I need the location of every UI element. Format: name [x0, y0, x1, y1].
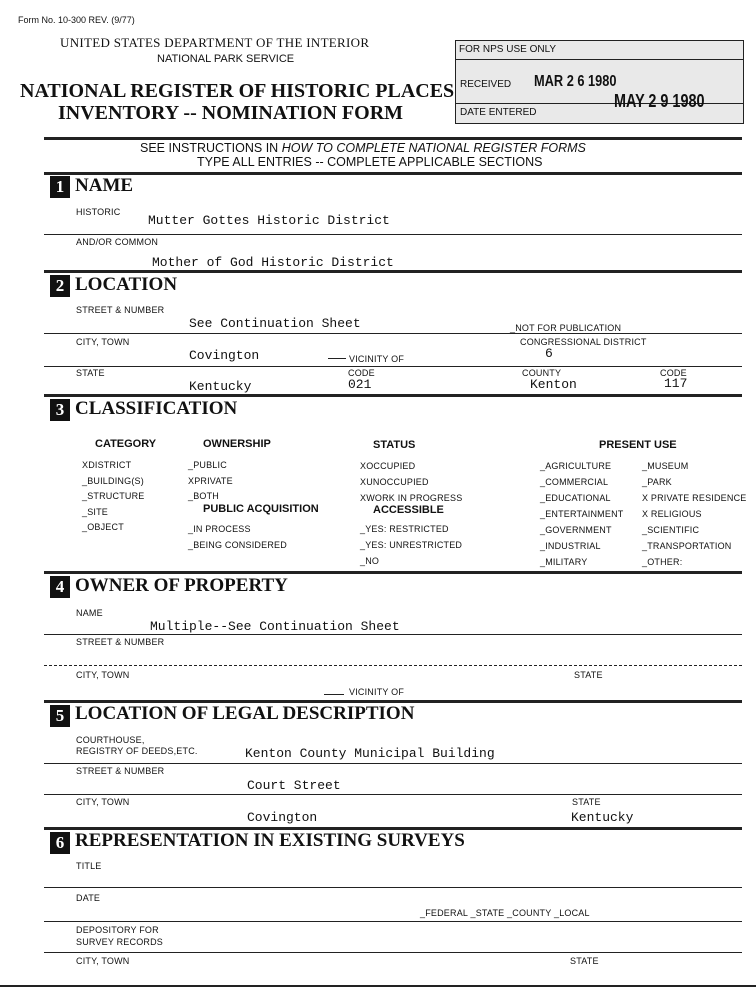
owner-vicinity-blank — [324, 694, 344, 695]
use-agriculture: _AGRICULTURE — [540, 461, 612, 471]
survey-levels: _FEDERAL _STATE _COUNTY _LOCAL — [420, 908, 590, 918]
use-industrial: _INDUSTRIAL — [540, 541, 601, 551]
legal-street-value: Court Street — [247, 778, 341, 793]
date-entered-stamp: MAY 2 9 1980 — [614, 91, 705, 111]
depository-label-2: SURVEY RECORDS — [76, 937, 163, 947]
present-use-left — [540, 458, 623, 570]
city-value: Covington — [189, 348, 260, 363]
form-title-line2: INVENTORY -- NOMINATION FORM — [58, 102, 404, 124]
depository-label-1: DEPOSITORY FOR — [76, 925, 159, 935]
use-educational: _EDUCATIONAL — [540, 493, 611, 503]
depository-rule — [44, 952, 742, 953]
instructions-prefix: SEE INSTRUCTIONS IN — [140, 141, 282, 155]
accessible-no: _NO — [360, 556, 380, 566]
use-religious: X RELIGIOUS — [642, 509, 702, 519]
city-rule — [44, 366, 742, 367]
courthouse-value: Kenton County Municipal Building — [245, 746, 495, 761]
owner-vicinity-label: VICINITY OF — [349, 687, 405, 697]
section3-title: CLASSIFICATION — [75, 398, 238, 419]
section4-rule — [44, 571, 742, 574]
vicinity-label: VICINITY OF — [349, 354, 405, 364]
owner-city-label: CITY, TOWN — [76, 670, 130, 680]
historic-rule — [44, 234, 742, 235]
ownership-head: OWNERSHIP — [203, 438, 271, 450]
legal-street-rule — [44, 794, 742, 795]
status-unoccupied: XUNOCCUPIED — [360, 477, 429, 487]
section4-number: 4 — [50, 576, 70, 598]
accessible-restricted: _YES: RESTRICTED — [360, 524, 449, 534]
street-value: See Continuation Sheet — [189, 316, 361, 331]
acquisition-list — [188, 521, 287, 553]
section6-title: REPRESENTATION IN EXISTING SURVEYS — [75, 830, 465, 851]
status-work-in-progress: XWORK IN PROGRESS — [360, 493, 463, 503]
legal-state-label: STATE — [572, 797, 601, 807]
service-name: NATIONAL PARK SERVICE — [157, 53, 295, 65]
street-rule — [44, 333, 742, 334]
survey-title-label: TITLE — [76, 861, 102, 871]
category-object: _OBJECT — [82, 522, 124, 532]
use-private-residence: X PRIVATE RESIDENCE — [642, 493, 747, 503]
section4-title: OWNER OF PROPERTY — [75, 575, 288, 596]
not-for-publication: _NOT FOR PUBLICATION — [510, 323, 622, 333]
owner-state-label: STATE — [574, 670, 603, 680]
common-label: AND/OR COMMON — [76, 237, 159, 247]
courthouse-label-2: REGISTRY OF DEEDS,ETC. — [76, 746, 198, 756]
congressional-label: CONGRESSIONAL DISTRICT — [520, 337, 647, 347]
section1-number: 1 — [50, 176, 70, 198]
nps-label: FOR NPS USE ONLY — [459, 44, 557, 55]
acquisition-considered: _BEING CONSIDERED — [188, 540, 287, 550]
survey-title-rule — [44, 887, 742, 888]
present-use-right — [642, 458, 747, 570]
owner-name-rule — [44, 634, 742, 635]
department-name: UNITED STATES DEPARTMENT OF THE INTERIOR — [60, 35, 370, 50]
ownership-both: _BOTH — [188, 491, 220, 501]
county-code-label: CODE — [660, 368, 687, 378]
owner-name-value: Multiple--See Continuation Sheet — [150, 619, 400, 634]
instructions-italic: HOW TO COMPLETE NATIONAL REGISTER FORMS — [281, 141, 586, 155]
received-label: RECEIVED — [460, 79, 512, 90]
section5-title: LOCATION OF LEGAL DESCRIPTION — [75, 703, 415, 724]
vicinity-blank — [328, 358, 346, 359]
legal-street-label: STREET & NUMBER — [76, 766, 165, 776]
page-bottom-rule — [0, 985, 756, 987]
street-label: STREET & NUMBER — [76, 305, 165, 315]
section2-rule — [44, 270, 742, 273]
owner-street-label: STREET & NUMBER — [76, 637, 165, 647]
state-label: STATE — [76, 368, 105, 378]
state-value: Kentucky — [189, 379, 252, 394]
use-museum: _MUSEUM — [642, 461, 689, 471]
county-label: COUNTY — [522, 368, 562, 378]
use-commercial: _COMMERCIAL — [540, 477, 609, 487]
state-code-value: 021 — [348, 377, 372, 392]
category-list — [82, 458, 145, 536]
use-transportation: _TRANSPORTATION — [642, 541, 732, 551]
accessible-head: ACCESSIBLE — [373, 504, 444, 516]
present-use-head: PRESENT USE — [599, 439, 677, 451]
section2-number: 2 — [50, 275, 70, 297]
survey-date-label: DATE — [76, 893, 101, 903]
instructions-line1 — [140, 141, 586, 155]
section5-number: 5 — [50, 705, 70, 727]
city-label: CITY, TOWN — [76, 337, 130, 347]
use-scientific: _SCIENTIFIC — [642, 525, 700, 535]
instructions-line2: TYPE ALL ENTRIES -- COMPLETE APPLICABLE SECTIONS — [197, 155, 543, 169]
form-title-line1: NATIONAL REGISTER OF HISTORIC PLACES — [20, 80, 455, 102]
historic-label: HISTORIC — [76, 207, 121, 217]
use-government: _GOVERNMENT — [540, 525, 612, 535]
section3-number: 3 — [50, 399, 70, 421]
state-code-label: CODE — [348, 368, 375, 378]
use-entertainment: _ENTERTAINMENT — [540, 509, 624, 519]
survey-state-label: STATE — [570, 956, 599, 966]
use-military: _MILITARY — [540, 557, 588, 567]
received-stamp: MAR 2 6 1980 — [534, 73, 617, 90]
courthouse-label-1: COURTHOUSE, — [76, 735, 145, 745]
ownership-list — [188, 458, 233, 505]
acquisition-in-process: _IN PROCESS — [188, 524, 251, 534]
category-head: CATEGORY — [95, 438, 157, 450]
ownership-public: _PUBLIC — [188, 460, 227, 470]
ownership-private: XPRIVATE — [188, 475, 233, 486]
status-head: STATUS — [373, 439, 416, 451]
owner-name-label: NAME — [76, 608, 103, 618]
section6-number: 6 — [50, 832, 70, 854]
common-value: Mother of God Historic District — [152, 255, 394, 270]
instructions-top-rule — [44, 137, 742, 140]
survey-date-rule — [44, 921, 742, 922]
category-site: _SITE — [82, 506, 109, 517]
owner-street-rule — [44, 665, 742, 666]
section3-rule — [44, 394, 742, 397]
status-occupied: XOCCUPIED — [360, 461, 416, 471]
category-buildings: _BUILDING(S) — [82, 475, 144, 486]
use-park: _PARK — [642, 477, 672, 487]
survey-city-label: CITY, TOWN — [76, 956, 130, 966]
historic-value: Mutter Gottes Historic District — [148, 213, 390, 228]
legal-city-label: CITY, TOWN — [76, 797, 130, 807]
county-code-value: 117 — [664, 376, 688, 391]
county-value: Kenton — [530, 377, 577, 392]
section2-title: LOCATION — [75, 274, 178, 295]
acquisition-head: PUBLIC ACQUISITION — [203, 503, 319, 515]
legal-state-value: Kentucky — [571, 810, 634, 825]
nps-use-box — [455, 40, 744, 124]
status-list — [360, 458, 462, 506]
legal-city-value: Covington — [247, 810, 318, 825]
accessible-unrestricted: _YES: UNRESTRICTED — [360, 540, 463, 550]
category-structure: _STRUCTURE — [82, 491, 145, 501]
accessible-list — [360, 521, 462, 569]
courthouse-rule — [44, 763, 742, 764]
use-other: _OTHER: — [642, 557, 683, 567]
congressional-value: 6 — [545, 346, 553, 361]
category-district: XDISTRICT — [82, 460, 132, 470]
date-entered-label: DATE ENTERED — [460, 107, 537, 118]
section1-title: NAME — [75, 175, 134, 196]
section1-rule — [44, 172, 742, 175]
nps-divider — [456, 59, 743, 60]
form-number: Form No. 10-300 REV. (9/77) — [18, 15, 135, 25]
